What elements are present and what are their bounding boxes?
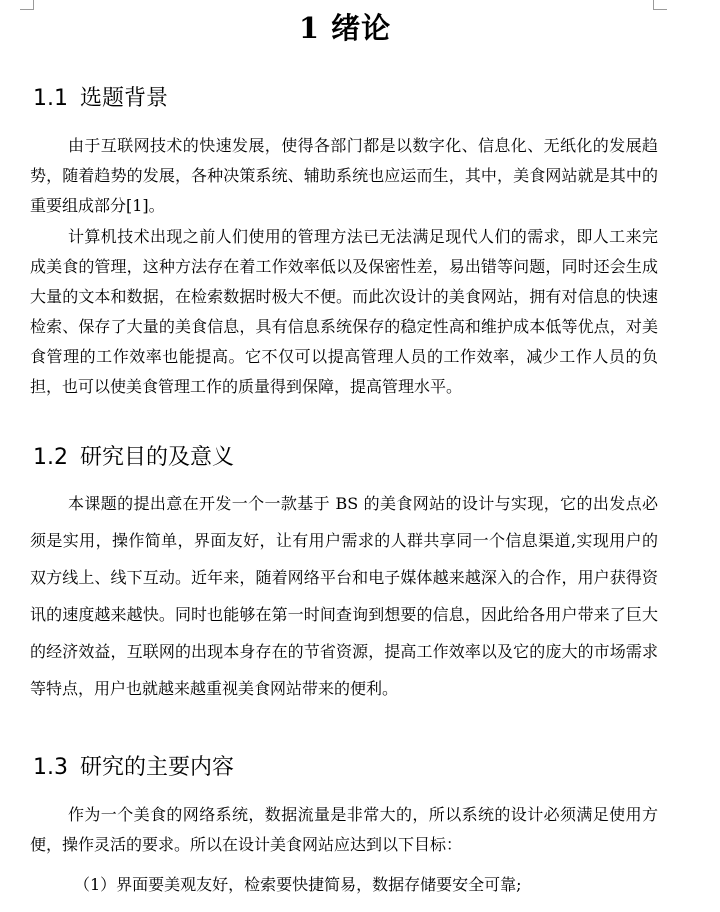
section-title: 研究的主要内容 [80, 755, 235, 780]
section-heading-1-2 [33, 443, 234, 473]
paragraph: 作为一个美食的网络系统，数据流量是非常大的，所以系统的设计必须满足使用方便，操作灵活的要求。所以在设计美食网站应达到以下目标： [30, 805, 658, 854]
paragraph: 本课题的提出意在开发一个一款基于 BS 的美食网站的设计与实现，它的出发点必须是实用，操作简单，界面友好，让有用户需求的人群共享同一个信息渠道,实现用户的双方线上、线下互动。近年来，随着网络平台和电子媒体越来越深入的合作，用户获得资讯的速度越来越快。同时也能够在第一时间查询到想要的信息，因此给各用户带来了巨大的经济效益，互联网的出现本身存在的节省资源，提高工作效率以及它的庞大的市场需求等特点，用户也就越来越重视美食网站带来的便利。 [30, 494, 658, 698]
section-number: 1.2 [33, 445, 68, 470]
section-heading-1-3 [33, 753, 234, 783]
paragraph: 由于互联网技术的快速发展，使得各部门都是以数字化、信息化、无纸化的发展趋势，随着趋势的发展，各种决策系统、辅助系统也应运而生，其中，美食网站就是其中的重要组成部分[1]。 [30, 136, 658, 215]
section-title: 选题背景 [80, 86, 169, 111]
section-number: 1.3 [33, 755, 68, 780]
chapter-title: 1 绪论 [298, 11, 392, 45]
paragraph: 计算机技术出现之前人们使用的管理方法已无法满足现代人们的需求，即人工来完成美食的管理，这种方法存在着工作效率低以及保密性差，易出错等问题，同时还会生成大量的文本和数据，在检索数据时极大不便。而此次设计的美食网站，拥有对信息的快速检索、保存了大量的美食信息，具有信息系统保存的稳定性高和维护成本低等优点，对美食管理的工作效率也能提高。它不仅可以提高管理人员的工作效率，减少工作人员的负担，也可以使美食管理工作的质量得到保障，提高管理水平。 [30, 227, 658, 396]
section-number: 1.1 [33, 86, 68, 111]
section-title: 研究目的及意义 [80, 445, 235, 470]
list-item: （1）界面要美观友好，检索要快捷简易，数据存储要安全可靠; [74, 875, 522, 894]
section-heading-1-1 [33, 84, 168, 114]
